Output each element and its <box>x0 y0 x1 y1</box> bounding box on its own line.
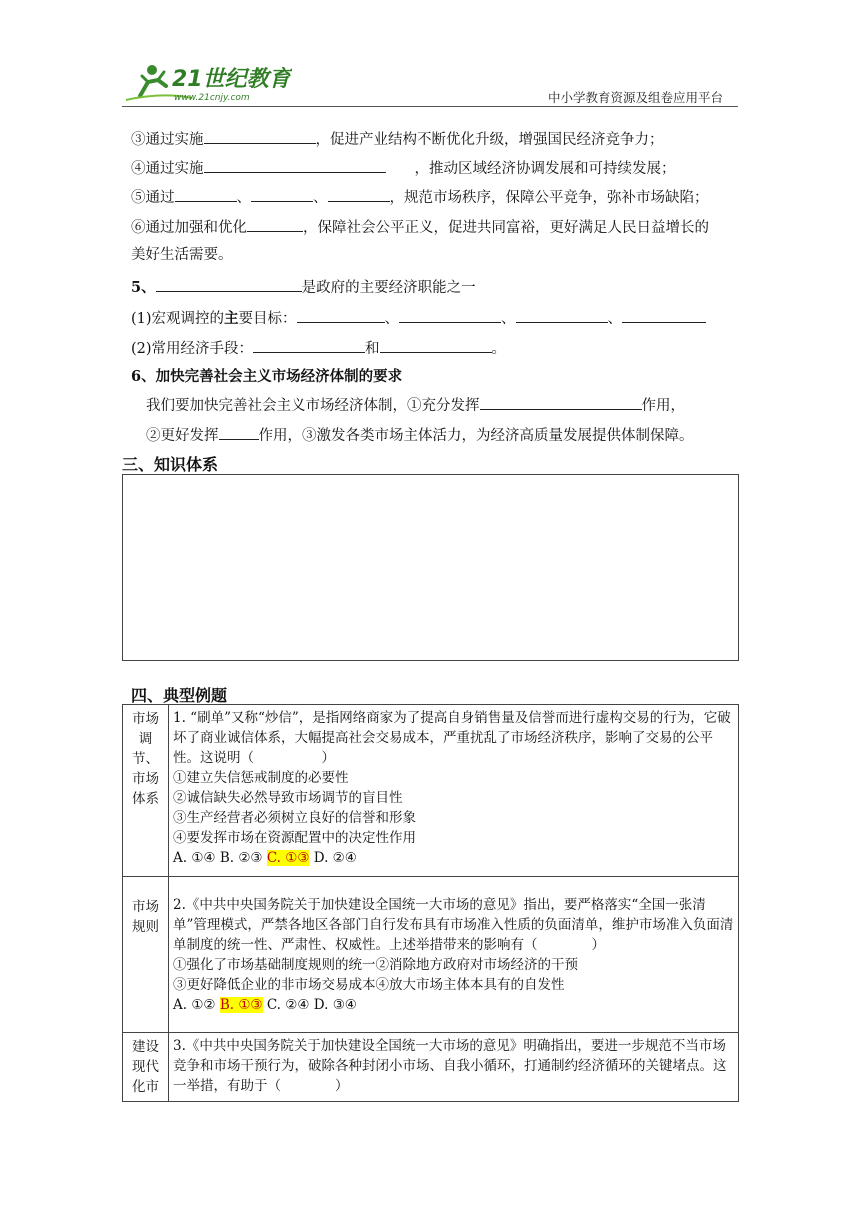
blank-field[interactable] <box>380 337 492 353</box>
question-cell <box>169 877 739 1033</box>
question-text: 1. “刷单”又称“炒信”，是指网络商家为了提高自身销售量及信誉而进行虚构交易的行为，它破坏了商业诚信体系，大幅提高社会交易成本，严重扰乱了市场经济秩序，影响了交易的公平性。这说明（ ） <box>173 710 731 766</box>
table-row <box>123 877 739 1033</box>
option: ③更好降低企业的非市场交易成本④放大市场主体本具有的自发性 <box>173 977 565 993</box>
table-row <box>123 705 739 877</box>
blank-field[interactable] <box>247 216 303 232</box>
section5-q2: (2)常用经济手段： 和 。 <box>131 337 506 359</box>
blank-field[interactable] <box>251 186 313 202</box>
header-divider <box>122 106 738 107</box>
answer-highlight: C. ①③ <box>266 850 310 866</box>
blank-field[interactable] <box>175 186 237 202</box>
examples-table <box>122 704 739 1102</box>
category-cell: 市场调节、市场体系 <box>123 705 169 877</box>
blank-field[interactable] <box>516 307 608 323</box>
question-cell <box>169 705 739 877</box>
blank-field[interactable] <box>328 186 390 202</box>
blank-field[interactable] <box>204 157 386 173</box>
choices: A. ①④ B. ②③ C. ①③ D. ②④ <box>173 850 357 866</box>
section6-heading: 6、加快完善社会主义市场经济体制的要求 <box>131 368 403 385</box>
category-cell: 市场规则 <box>123 877 169 1033</box>
option: ②诚信缺失必然导致市场调节的盲目性 <box>173 790 403 806</box>
blank-field[interactable] <box>297 307 385 323</box>
line-3: ③通过实施 ，促进产业结构不断优化升级，增强国民经济竞争力； <box>131 128 664 150</box>
category-cell: 建设现代化市 <box>123 1033 169 1102</box>
section3-title: 三、知识体系 <box>122 455 219 474</box>
answer-highlight: B. ①③ <box>219 997 263 1013</box>
line-6-cont: 美好生活需要。 <box>131 247 233 263</box>
question-text: 3.《中共中央国务院关于加快建设全国统一大市场的意见》明确指出，要进一步规范不当市场竞争和市场干预行为，破除各种封闭小市场、自我小循环，打通制约经济循环的关键堵点。这一举措，有助于（ ） <box>173 1038 727 1094</box>
option: ④要发挥市场在资源配置中的决定性作用 <box>173 830 416 846</box>
section5-heading: 5、 是政府的主要经济职能之一 <box>131 276 476 298</box>
section6-p2: ②更好发挥 作用，③激发各类市场主体活力，为经济高质量发展提供体制保障。 <box>146 424 694 446</box>
section5-q1: (1)宏观调控的主要目标： 、 、 、 <box>131 307 706 329</box>
option: ①强化了市场基础制度规则的统一②消除地方政府对市场经济的干预 <box>173 957 578 973</box>
platform-name: 中小学教育资源及组卷应用平台 <box>547 90 723 105</box>
option: ①建立失信惩戒制度的必要性 <box>173 770 349 786</box>
svg-text:21世纪教育: 21世纪教育 <box>172 67 291 92</box>
section6-p1: 我们要加快完善社会主义市场经济体制，①充分发挥 作用， <box>146 394 685 416</box>
blank-field[interactable] <box>399 307 501 323</box>
blank-field[interactable] <box>219 424 259 440</box>
blank-field[interactable] <box>204 128 316 144</box>
line-6: ⑥通过加强和优化 ，保障社会公平正义，促进共同富裕，更好满足人民日益增长的 <box>131 216 709 238</box>
line-4: ④通过实施 ，推动区域经济协调发展和可持续发展； <box>131 157 676 179</box>
blank-field[interactable] <box>156 276 302 292</box>
blank-field[interactable] <box>480 394 642 410</box>
knowledge-system-box[interactable] <box>122 474 739 661</box>
option: ③生产经营者必须树立良好的信誉和形象 <box>173 810 416 826</box>
blank-field[interactable] <box>622 307 706 323</box>
svg-text:www.21cnjy.com: www.21cnjy.com <box>174 93 250 103</box>
blank-field[interactable] <box>253 337 365 353</box>
section4-title: 四、典型例题 <box>131 686 228 705</box>
line-5: ⑤通过 、 、 ，规范市场秩序，保障公平竞争，弥补市场缺陷； <box>131 186 709 208</box>
table-row <box>123 1033 739 1102</box>
question-text: 2.《中共中央国务院关于加快建设全国统一大市场的意见》指出，要严格落实“全国一张清单”管理模式，严禁各地区各部门自行发布具有市场准入性质的负面清单，维护市场准入负面清单制度的统一性、严肃性、权威性。上述举措带来的影响有（ ） <box>173 897 734 953</box>
question-cell <box>169 1033 739 1102</box>
site-logo <box>122 56 292 106</box>
choices: A. ①② B. ①③ C. ②④ D. ③④ <box>173 997 357 1013</box>
